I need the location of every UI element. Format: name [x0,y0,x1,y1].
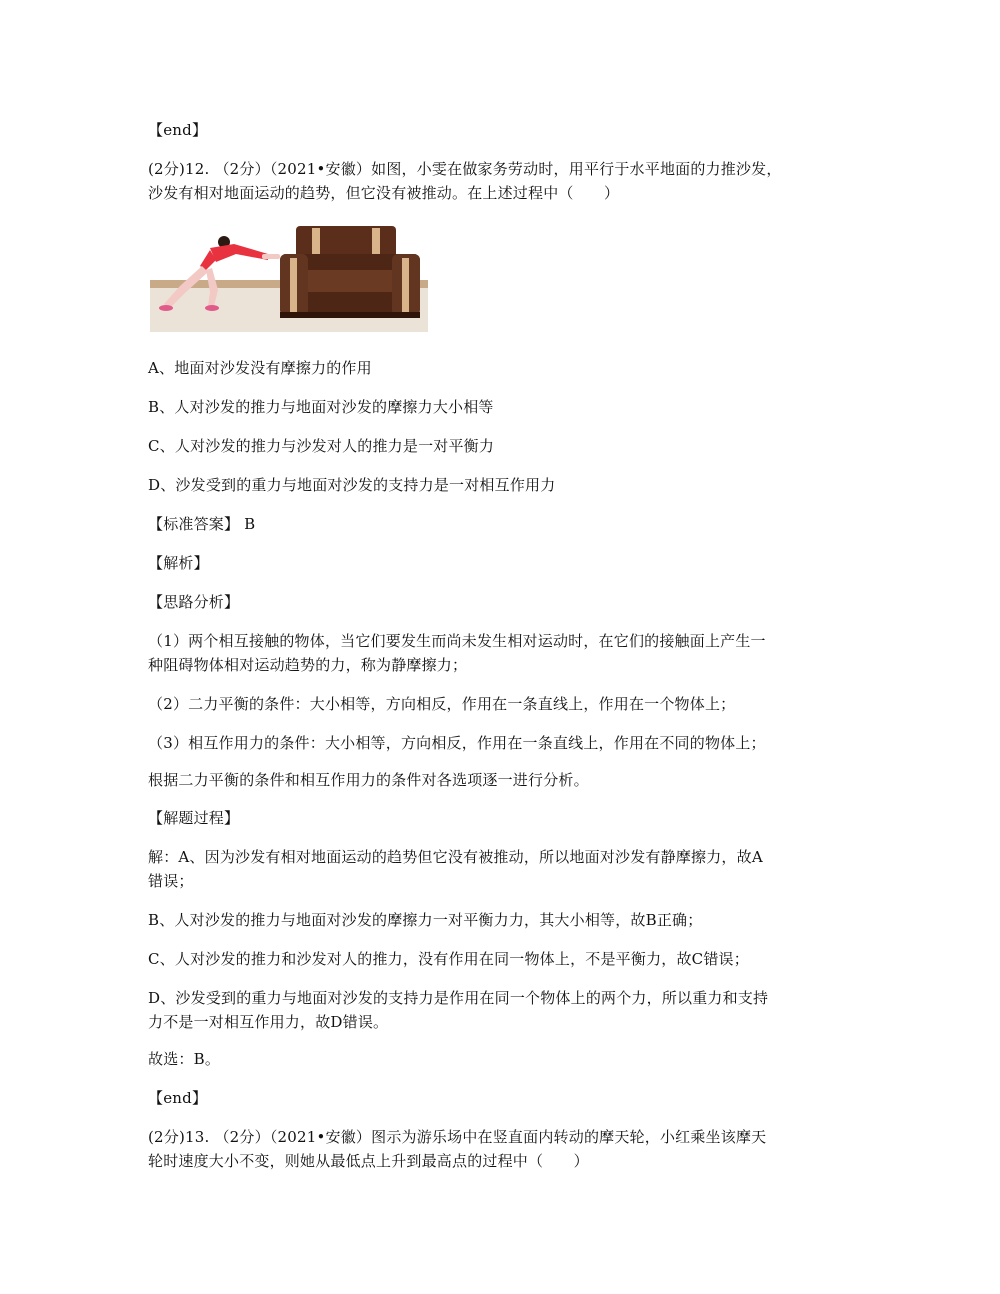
question-12-text: (2分)12. （2分）（2021•安徽）如图，小雯在做家务劳动时，用平行于水平地面的力推沙发， [148,160,782,178]
end-marker-2: 【end】 [148,1089,208,1107]
thinking-point-1: （1）两个相互接触的物体，当它们要发生而尚未发生相对运动时，在它们的接触面上产生一 [148,632,766,650]
option-d: D、沙发受到的重力与地面对沙发的支持力是一对相互作用力 [148,476,556,494]
solution-a: 解：A、因为沙发有相对地面运动的趋势但它没有被推动，所以地面对沙发有静摩擦力，故A [148,848,763,866]
solution-d: D、沙发受到的重力与地面对沙发的支持力是作用在同一个物体上的两个力，所以重力和支持 [148,989,769,1007]
option-a: A、地面对沙发没有摩擦力的作用 [148,359,372,377]
end-marker: 【end】 [148,121,208,139]
solution-c: C、人对沙发的推力和沙发对人的推力，没有作用在同一物体上，不是平衡力，故C错误； [148,950,749,968]
solution-d-cont: 力不是一对相互作用力，故D错误。 [148,1013,389,1031]
standard-answer: 【标准答案】 B [148,515,256,533]
thinking-summary: 根据二力平衡的条件和相互作用力的条件对各选项逐一进行分析。 [148,771,589,789]
analysis-heading: 【解析】 [148,554,209,572]
thinking-point-2: （2）二力平衡的条件：大小相等，方向相反，作用在一条直线上，作用在一个物体上； [148,695,736,713]
question-13-text-cont: 轮时速度大小不变，则她从最低点上升到最高点的过程中（ ） [148,1152,589,1170]
thinking-point-3: （3）相互作用力的条件：大小相等，方向相反，作用在一条直线上，作用在不同的物体上； [148,734,766,752]
final-choice: 故选：B。 [148,1050,221,1068]
thinking-heading: 【思路分析】 [148,593,240,611]
sofa-push-illustration [150,226,428,332]
solution-heading: 【解题过程】 [148,809,240,827]
thinking-point-1-cont: 种阻碍物体相对运动趋势的力，称为静摩擦力； [148,656,468,674]
solution-a-cont: 错误； [148,872,194,890]
question-12-text-cont: 沙发有相对地面运动的趋势，但它没有被推动。在上述过程中（ ） [148,184,620,202]
question-13-text: (2分)13. （2分）（2021•安徽）图示为游乐场中在竖直面内转动的摩天轮，小红乘坐该摩天 [148,1128,767,1146]
solution-b: B、人对沙发的推力与地面对沙发的摩擦力一对平衡力力，其大小相等，故B正确； [148,911,703,929]
option-c: C、人对沙发的推力与沙发对人的推力是一对平衡力 [148,437,495,455]
option-b: B、人对沙发的推力与地面对沙发的摩擦力大小相等 [148,398,494,416]
